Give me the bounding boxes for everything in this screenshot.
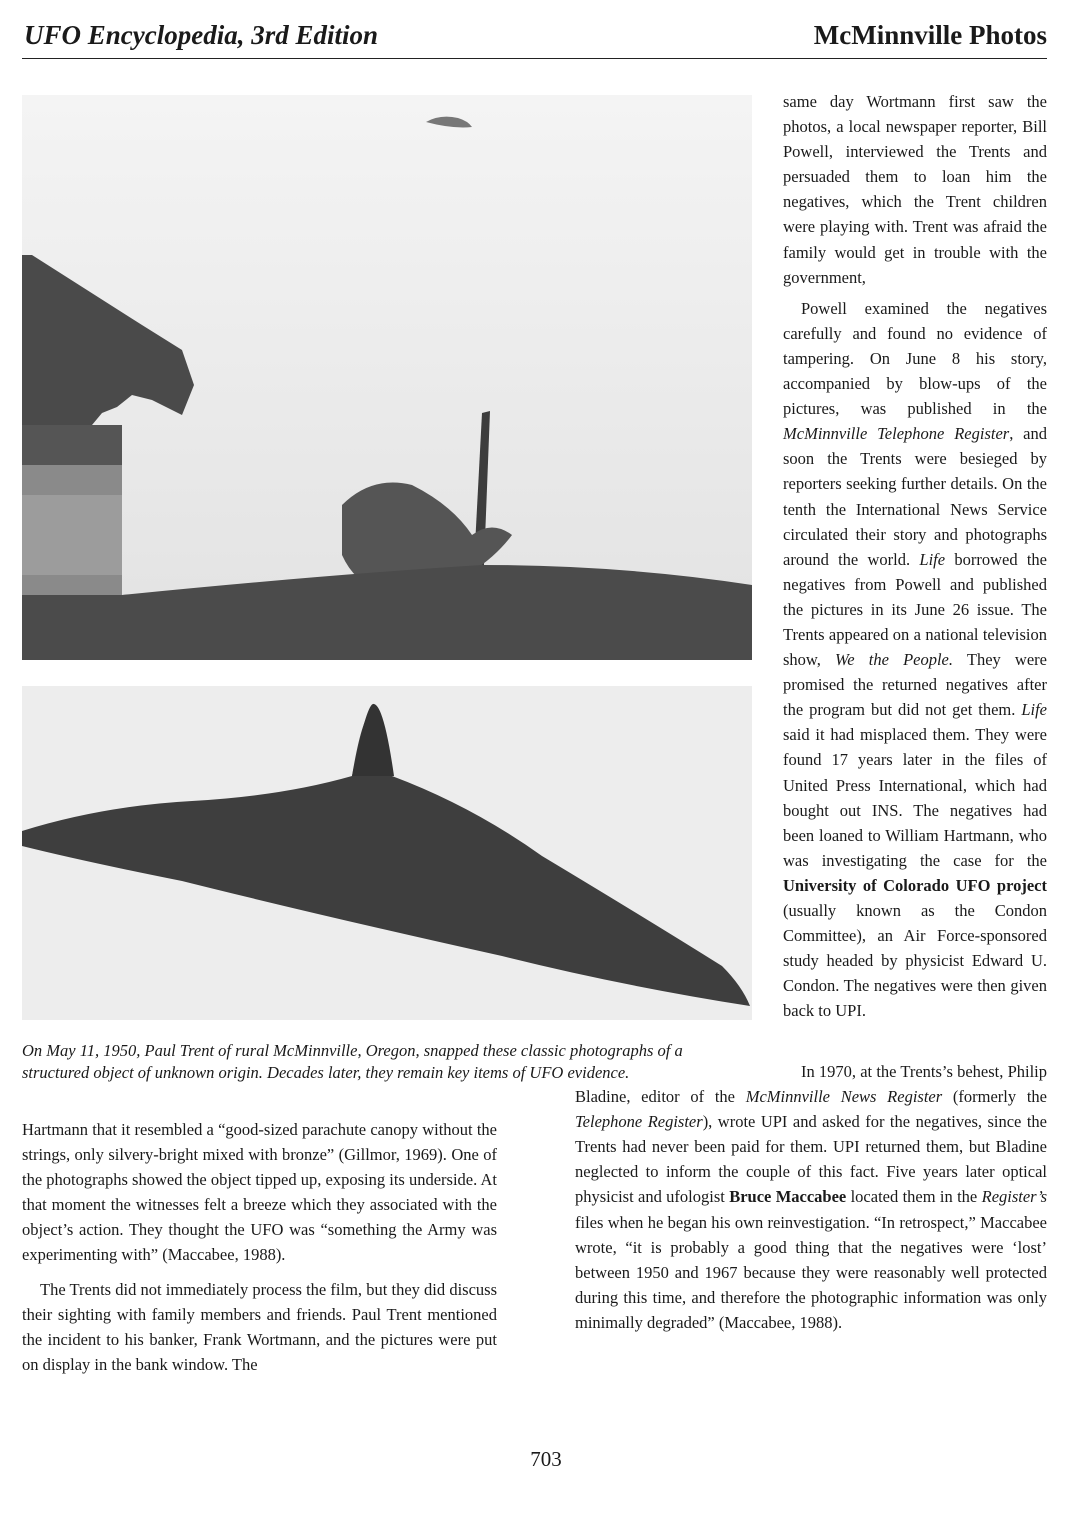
photo-caption: On May 11, 1950, Paul Trent of rural McMinnville, Oregon, snapped these classic photographs of a structured object of unknown origin. Decades later, they remain key items of UFO evidence. [22, 1041, 683, 1082]
book-title: UFO Encyclopedia, 3rd Edition [24, 20, 379, 50]
right-bottom-text [575, 1059, 1047, 1335]
photo-bottom-image [22, 686, 752, 1020]
paragraph: In 1970, at the Trents’s behest, Philip Bladine, editor of the McMinnville News Register (formerly the Telephone Register), wrote UPI and asked for the negatives, since the Trents had never been paid for them. UPI returned them, but Bladine neglected to inform the couple of this fact. Five years later optical physicist and ufologist Bruce Maccabee located them in the Register’s files when he began his own reinvestigation. “In retrospect,” Maccabee wrote, “it is probably a good thing that the negatives were ‘lost’ between 1950 and 1967 because they were reasonably well protected during this time, and therefore the photographic information was only minimally degraded” (Maccabee, 1988). [575, 1062, 1048, 1332]
paragraph: same day Wortmann first saw the photos, a local newspaper reporter, Bill Powell, interviewed the Trents and persuaded them to loan him the negatives, which the Trent children were playing with. Trent was afraid the family would get in trouble with the government, [783, 92, 1047, 287]
photo-top-image [22, 95, 752, 660]
paragraph: Hartmann that it resembled a “good-sized parachute canopy without the strings, only silvery-bright mixed with bronze” (Gillmor, 1969). One of the photographs showed the object tipped up, exposing its underside. At that moment the witnesses felt a breeze which they associated with the object’s action. They thought the UFO was “something the Army was experimenting with” (Maccabee, 1988). [22, 1120, 497, 1265]
photo-top [22, 95, 752, 660]
paragraph: Powell examined the negatives carefully and found no evidence of tampering. On June 8 his story, accompanied by blow-ups of the pictures, was published in the McMinnville Telephone Register, and soon the Trents were besieged by reporters seeking further details. On the tenth the International News Service circulated their story and photographs around the world. Life borrowed the negatives from Powell and published the pictures in its June 26 issue. The Trents appeared on a national television show, We the People. They were promised the returned negatives after the program but did not get them. Life said it had misplaced them. They were found 17 years later in the files of United Press International, which had bought out INS. The negatives had been loaned to William Hartmann, who was investigating the case for the University of Colorado UFO project (usually known as the Condon Committee), an Air Force-sponsored study headed by physicist Edward U. Condon. The negatives were then given back to UPI. [783, 298, 1048, 1021]
left-bottom-text [22, 1117, 497, 1377]
page-number: 703 [530, 1447, 562, 1471]
section-title: McMinnville Photos [813, 20, 1047, 50]
paragraph: The Trents did not immediately process the film, but they did discuss their sighting with family members and friends. Paul Trent mentioned the incident to his banker, Frank Wortmann, and the pictures were put on display in the bank window. The [22, 1279, 497, 1374]
running-header [22, 18, 1047, 59]
right-column-text [783, 89, 1047, 1023]
photo-bottom [22, 686, 752, 1020]
